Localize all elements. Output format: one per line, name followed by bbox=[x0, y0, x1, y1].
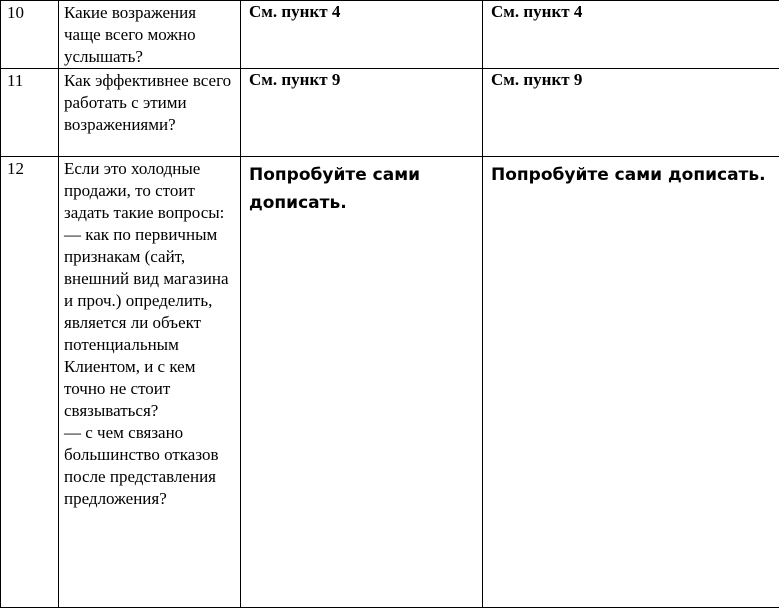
question-bullet: — как по первичным признакам (сайт, внешний вид магазина и проч.) определить, является ли объект потенциальным Клиентом, и с кем точно не стоит связываться? bbox=[64, 225, 229, 420]
question-intro: Если это холодные продажи, то стоит задать такие вопросы: bbox=[64, 159, 225, 222]
answer-cell-a bbox=[241, 1, 483, 69]
answer-cell-b bbox=[483, 1, 779, 69]
question-cell bbox=[59, 157, 241, 608]
table-row bbox=[1, 1, 779, 69]
row-number-cell bbox=[1, 1, 59, 69]
question-cell bbox=[59, 1, 241, 69]
question-text: Как эффективнее всего работать с этими возражениями? bbox=[64, 71, 232, 134]
row-number: 10 bbox=[7, 3, 24, 22]
row-number: 12 bbox=[7, 159, 24, 178]
question-bullet: — с чем связано большинство отказов после представления предложения? bbox=[64, 423, 219, 508]
answer-cell-a bbox=[241, 157, 483, 608]
answer-text-b: См. пункт 9 bbox=[491, 70, 583, 89]
answer-cell-a bbox=[241, 69, 483, 157]
row-number-cell bbox=[1, 157, 59, 608]
answer-text-a: См. пункт 9 bbox=[249, 70, 341, 89]
question-cell bbox=[59, 69, 241, 157]
question-text: Какие возражения чаще всего можно услышать? bbox=[64, 3, 197, 66]
row-number: 11 bbox=[7, 71, 24, 90]
answer-text-b: Попробуйте сами дописать. bbox=[491, 165, 766, 185]
row-number-cell bbox=[1, 69, 59, 157]
answer-text-a: Попробуйте сами дописать. bbox=[249, 165, 421, 213]
table-row bbox=[1, 157, 779, 608]
answer-text-b: См. пункт 4 bbox=[491, 2, 583, 21]
answer-text-a: См. пункт 4 bbox=[249, 2, 341, 21]
answer-cell-b bbox=[483, 157, 779, 608]
answer-cell-b bbox=[483, 69, 779, 157]
table-row bbox=[1, 69, 779, 157]
